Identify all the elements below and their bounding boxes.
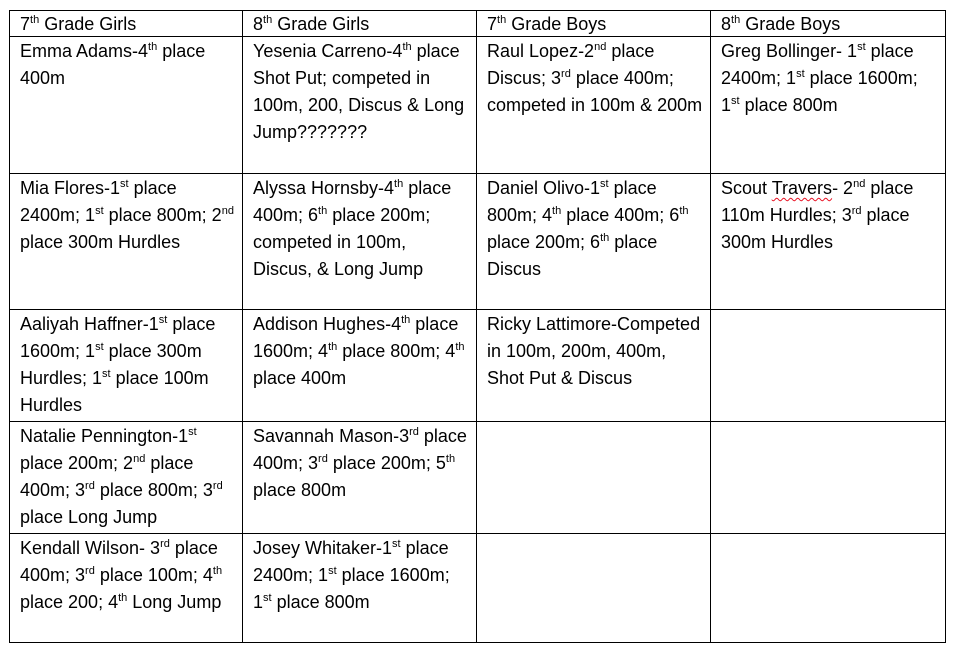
ordinal-suffix: th	[402, 41, 412, 53]
cell-text: place 400m; 3	[20, 538, 218, 585]
ordinal-suffix: rd	[409, 426, 419, 438]
cell-text: place 800m; 4	[337, 341, 456, 361]
cell-text: place Discus; 3	[487, 41, 655, 88]
cell-text: place 200m; 6	[487, 232, 601, 252]
table-cell	[477, 174, 711, 310]
ordinal-suffix: st	[263, 592, 272, 604]
header-row	[10, 11, 946, 37]
ordinal-suffix: st	[102, 368, 111, 380]
ordinal-suffix: st	[188, 426, 197, 438]
table-cell	[243, 37, 477, 174]
ordinal-suffix: th	[118, 592, 128, 604]
cell-text: place 800m	[271, 592, 370, 612]
cell-text: Daniel Olivo-1	[487, 178, 601, 198]
cell-text: Kendall Wilson- 3	[20, 538, 161, 558]
cell-text: place Long Jump	[20, 507, 158, 527]
header-cell-7th-grade-girls: 7th Grade Girls	[10, 11, 243, 37]
cell-text: place 1600m; 1	[721, 68, 918, 115]
ordinal-suffix: rd	[851, 205, 862, 217]
cell-text: place 200m; 2	[20, 453, 134, 473]
table-row	[10, 422, 946, 534]
cell-text: Yesenia Carreno-4	[253, 41, 403, 61]
cell-text: place 400m; 3	[20, 453, 194, 500]
ordinal-suffix: st	[857, 41, 866, 53]
cell-text: place 400m; 3	[253, 426, 467, 473]
cell-text: Natalie Pennington-1	[20, 426, 189, 446]
cell-text: place 800m	[739, 95, 838, 115]
table-cell	[10, 534, 243, 643]
cell-text: Emma Adams-4	[20, 41, 149, 61]
cell-text: place Shot Put; competed in 100m, 200, Discus & Long Jump???????	[253, 41, 465, 142]
cell-text: place 100m Hurdles	[20, 368, 209, 415]
ordinal-suffix: nd	[221, 205, 234, 217]
cell-text: place 800m; 4	[487, 178, 657, 225]
header-cell-8th-grade-boys: 8th Grade Boys	[711, 11, 946, 37]
ordinal-suffix: rd	[85, 565, 95, 577]
ordinal-suffix: th	[679, 205, 689, 217]
cell-text: place Discus	[487, 232, 658, 279]
cell-text: Josey Whitaker-1	[253, 538, 393, 558]
ordinal-suffix: st	[600, 178, 609, 190]
ordinal-suffix: th	[328, 341, 338, 353]
header-cell-7th-grade-boys: 7th Grade Boys	[477, 11, 711, 37]
cell-text: place 300m Hurdles	[20, 232, 181, 252]
cell-text: place 400m; competed in 100m & 200m	[487, 68, 703, 115]
cell-text: Aaliyah Haffner-1	[20, 314, 159, 334]
ordinal-suffix: st	[796, 68, 805, 80]
table-row	[10, 37, 946, 174]
table-row	[10, 174, 946, 310]
table-cell	[243, 310, 477, 422]
ordinal-suffix: st	[328, 565, 337, 577]
table-cell	[477, 422, 711, 534]
cell-text: Addison Hughes-4	[253, 314, 402, 334]
header-cell-8th-grade-girls: 8th Grade Girls	[243, 11, 477, 37]
table-cell	[477, 310, 711, 422]
cell-text: Savannah Mason-3	[253, 426, 410, 446]
ordinal-suffix: th	[401, 314, 411, 326]
ordinal-suffix: nd	[133, 453, 146, 465]
cell-text: place 110m Hurdles; 3	[721, 178, 914, 225]
cell-text: Raul Lopez-2	[487, 41, 595, 61]
cell-text: place 2400m; 1	[253, 538, 449, 585]
table-cell	[243, 174, 477, 310]
ordinal-suffix: th	[318, 205, 328, 217]
cell-text: place 100m; 4	[94, 565, 213, 585]
ordinal-suffix: nd	[594, 41, 607, 53]
ordinal-suffix: st	[95, 341, 104, 353]
cell-text: Mia Flores-1	[20, 178, 121, 198]
table-cell	[711, 310, 946, 422]
cell-text: place 200; 4	[20, 592, 119, 612]
ordinal-suffix: st	[95, 205, 104, 217]
spellcheck-flagged-word: Travers	[771, 178, 833, 198]
table-cell	[10, 422, 243, 534]
table-cell	[10, 310, 243, 422]
cell-text: place 400m	[20, 41, 206, 88]
table-cell	[711, 37, 946, 174]
cell-text: place 400m; 6	[561, 205, 680, 225]
table-row	[10, 310, 946, 422]
cell-text: place 2400m; 1	[20, 178, 177, 225]
ordinal-suffix: nd	[853, 178, 866, 190]
table-cell	[477, 534, 711, 643]
cell-text: Alyssa Hornsby-4	[253, 178, 395, 198]
cell-text: place 800m	[253, 480, 347, 500]
ordinal-suffix: st	[120, 178, 129, 190]
ordinal-suffix: rd	[160, 538, 170, 550]
cell-text: place 400m	[253, 368, 347, 388]
ordinal-suffix: th	[600, 232, 610, 244]
cell-text: place 200m; 5	[327, 453, 446, 473]
table-cell	[243, 422, 477, 534]
ordinal-suffix: rd	[318, 453, 328, 465]
cell-text: place 1600m; 1	[253, 565, 450, 612]
cell-text: Greg Bollinger- 1	[721, 41, 858, 61]
document-page	[9, 10, 946, 643]
cell-text: place 300m Hurdles; 1	[20, 341, 202, 388]
table-cell	[10, 37, 243, 174]
ordinal-suffix: st	[392, 538, 401, 550]
table-row	[10, 534, 946, 643]
cell-text: place 200m; competed in 100m, Discus, & Long Jump	[253, 205, 431, 279]
table-cell	[243, 534, 477, 643]
ordinal-suffix: st	[158, 314, 168, 326]
ordinal-suffix: th	[445, 453, 456, 465]
results-table	[9, 10, 946, 643]
cell-text: place 300m Hurdles	[721, 205, 910, 252]
cell-text: place 400m; 6	[253, 178, 452, 225]
ordinal-suffix: th	[394, 178, 404, 190]
cell-text: - 2	[832, 178, 854, 198]
cell-text: place 800m; 2	[103, 205, 222, 225]
table-cell	[477, 37, 711, 174]
cell-text: Ricky Lattimore-Competed in 100m, 200m, 400m, Shot Put & Discus	[487, 314, 701, 388]
ordinal-suffix: th	[552, 205, 562, 217]
ordinal-suffix: th	[148, 41, 158, 53]
table-cell	[711, 422, 946, 534]
table-cell	[10, 174, 243, 310]
ordinal-suffix: st	[731, 95, 740, 107]
cell-text: Long Jump	[127, 592, 222, 612]
ordinal-suffix: th	[455, 341, 465, 353]
ordinal-suffix: rd	[561, 68, 571, 80]
cell-text: place 800m; 3	[94, 480, 213, 500]
ordinal-suffix: th	[212, 565, 223, 577]
cell-text: place 1600m; 1	[20, 314, 216, 361]
ordinal-suffix: rd	[85, 480, 95, 492]
cell-text: place 1600m; 4	[253, 314, 459, 361]
table-cell	[711, 174, 946, 310]
table-cell	[711, 534, 946, 643]
cell-text: place 2400m; 1	[721, 41, 914, 88]
cell-text: Scout	[721, 178, 772, 198]
ordinal-suffix: rd	[212, 480, 223, 492]
